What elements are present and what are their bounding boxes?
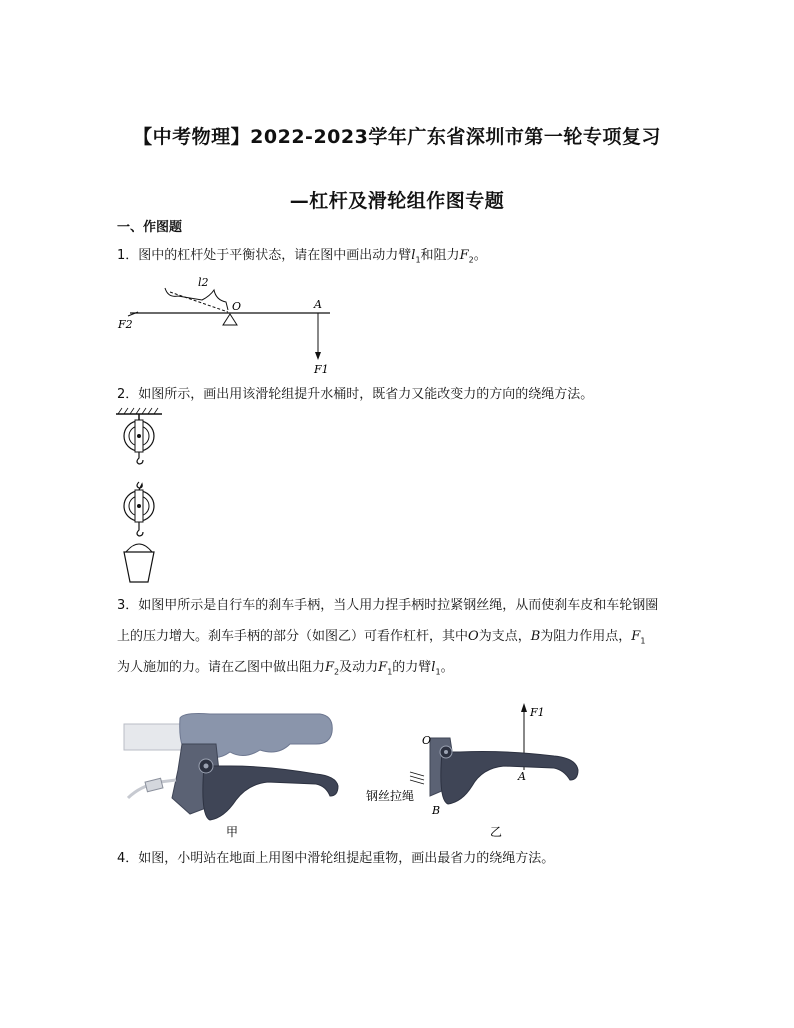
lever-body — [441, 752, 578, 805]
ceiling-hatch — [118, 408, 158, 414]
fulcrum-triangle — [223, 314, 237, 325]
label-F2: F2 — [118, 318, 133, 331]
q3-line2-b: 为支点， — [478, 629, 531, 644]
movable-pulley-lower-hook — [137, 522, 143, 536]
cable-ferrule — [145, 778, 163, 792]
label-O: O — [232, 300, 242, 313]
caption-jia: 甲 — [226, 825, 239, 839]
q3-symbol-F2-sub: 2 — [334, 667, 340, 677]
fixed-pulley-hook — [137, 452, 143, 464]
f1-arrow-head — [521, 703, 527, 712]
q3-figure-yi — [364, 700, 594, 850]
q1-symbol-l1-sub: 1 — [415, 255, 421, 265]
q3-symbol-F2: F — [325, 660, 335, 675]
q3-line3-a: 为人施加的力。请在乙图中做出阻力 — [117, 660, 326, 675]
wire-hatch — [410, 772, 424, 784]
question-3-line-1: 3．如图甲所示是自行车的刹车手柄，当人用力捏手柄时拉紧钢丝绳，从而使刹车皮和车轮钢圈 — [117, 598, 659, 613]
bucket — [124, 552, 154, 582]
q1-lever-diagram — [110, 270, 350, 380]
q3-figure-jia — [120, 710, 350, 850]
label-A: A — [314, 298, 322, 311]
label-A: A — [518, 770, 526, 783]
label-F1: F1 — [314, 363, 329, 376]
brake-lever — [203, 766, 338, 820]
q1-symbol-l1: l — [411, 248, 416, 263]
question-3-line-3 — [117, 658, 454, 683]
l2-brace — [165, 288, 228, 310]
label-l2: l2 — [198, 276, 209, 289]
label-wire: 钢丝拉绳 — [366, 789, 415, 803]
document-title-line-2: —杠杆及滑轮组作图专题 — [289, 190, 505, 212]
q2-pulley-diagram — [112, 406, 172, 586]
document-title-line-1: 【中考物理】2022-2023学年广东省深圳市第一轮专项复习 — [133, 126, 661, 148]
q1-symbol-F2: F — [459, 248, 469, 263]
movable-pulley-hook — [137, 482, 142, 490]
q1-symbol-F2-sub: 2 — [468, 255, 474, 265]
q3-line3-b: 及动力 — [339, 660, 379, 675]
q3-symbol-F1-2: F — [378, 660, 388, 675]
q3-symbol-F1-sub: 1 — [640, 636, 646, 646]
label-F1: F1 — [530, 706, 545, 719]
q1-text-mid: 和阻力 — [420, 248, 460, 263]
question-2-text: 2．如图所示，画出用该滑轮组提升水桶时，既省力又能改变力的方向的绕绳方法。 — [117, 387, 594, 402]
q3-line2-c: 为阻力作用点， — [540, 629, 632, 644]
label-O: O — [422, 734, 432, 747]
question-1-text — [117, 246, 487, 271]
lever-pivot-center — [444, 750, 448, 754]
q3-symbol-l1-sub: 1 — [435, 667, 441, 677]
q1-text-end: 。 — [473, 248, 487, 263]
l2-dashed-line — [170, 292, 228, 312]
question-3-line-2 — [117, 627, 645, 652]
movable-pulley-axle — [137, 504, 141, 508]
caption-yi: 乙 — [490, 825, 503, 839]
q3-symbol-F1: F — [631, 629, 641, 644]
q3-symbol-l1: l — [431, 660, 436, 675]
question-4-text: 4．如图，小明站在地面上用图中滑轮组提起重物，画出最省力的绕绳方法。 — [117, 851, 555, 866]
q3-line3-c: 的力臂 — [392, 660, 432, 675]
fixed-pulley-axle — [137, 434, 141, 438]
q3-line3-d: 。 — [440, 660, 454, 675]
q1-text-before: 1．图中的杠杆处于平衡状态，请在图中画出动力臂 — [117, 248, 412, 263]
bucket-handle — [126, 544, 152, 552]
q3-symbol-B: B — [530, 629, 541, 644]
q3-symbol-F1-2-sub: 1 — [387, 667, 393, 677]
q3-symbol-O: O — [468, 629, 479, 644]
f1-arrow-head — [315, 352, 321, 360]
section-heading: 一、作图题 — [117, 220, 183, 235]
label-B: B — [432, 804, 441, 817]
q3-line2-a: 上的压力增大。刹车手柄的部分（如图乙）可看作杠杆，其中 — [117, 629, 469, 644]
pivot-bolt-center — [204, 764, 209, 769]
